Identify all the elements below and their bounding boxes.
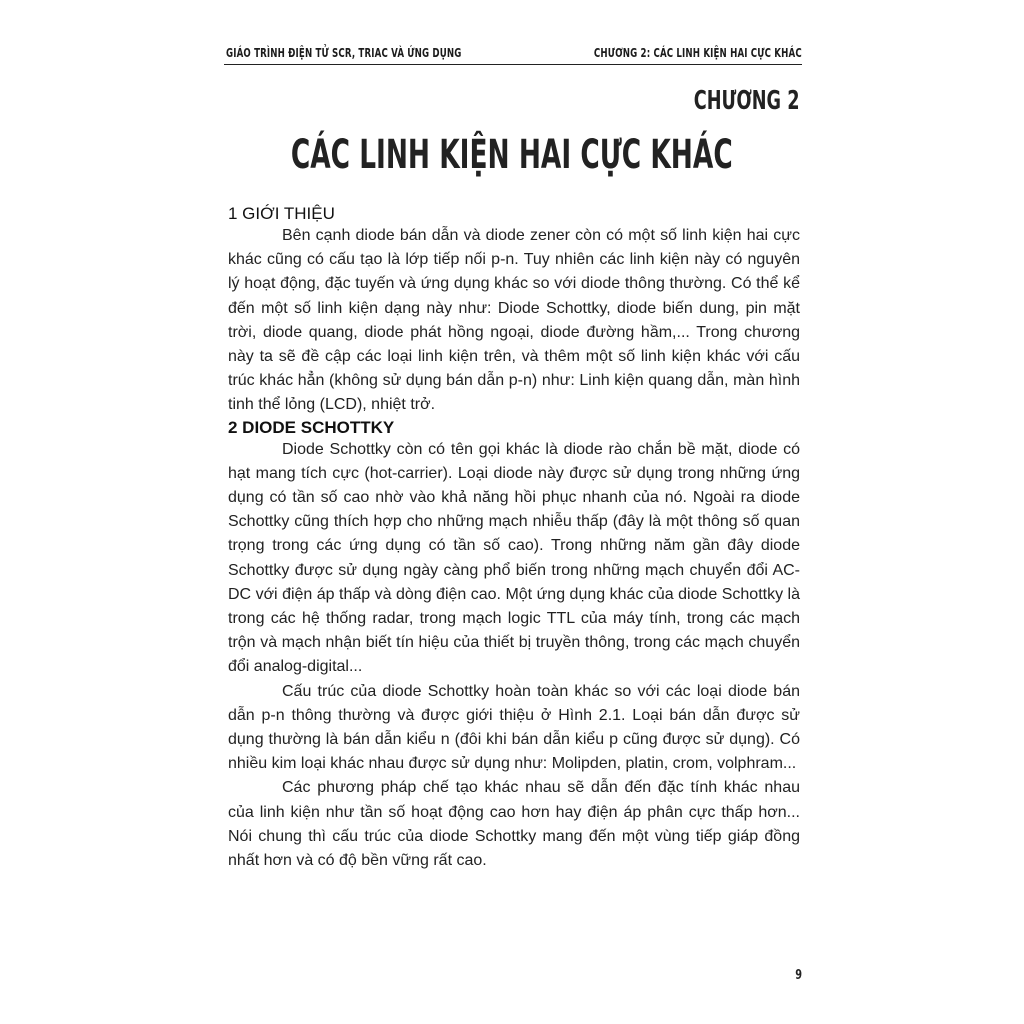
chapter-label: CHƯƠNG 2 xyxy=(694,86,800,116)
chapter-title-text: CÁC LINH KIỆN HAI CỰC KHÁC xyxy=(291,132,733,178)
paragraph-introduction: Bên cạnh diode bán dẫn và diode zener còn có một số linh kiện hai cực khác cũng có cấu tạo là lớp tiếp nối p-n. Tuy nhiên các linh kiện này có nguyên lý hoạt động, đặc tuyến và ứng dụng khác so với diode thông thường. Có thể kể đến một số linh kiện dạng này như: Diode Schottky, diode biến dung, pin mặt trời, diode quang, diode phát hồng ngoại, diode đường hầm,... Trong chương này ta sẽ đề cập các loại linh kiện trên, và thêm một số linh kiện khác với cấu trúc khác hẳn (không sử dụng bán dẫn p-n) như: Linh kiện quang dẫn, màn hình tinh thể lỏng (LCD), nhiệt trở. xyxy=(228,227,800,414)
header-rule xyxy=(224,64,802,65)
paragraph-schottky-2: Cấu trúc của diode Schottky hoàn toàn khác so với các loại diode bán dẫn p-n thông thường và được giới thiệu ở Hình 2.1. Loại bán dẫn được sử dụng thường là bán dẫn kiểu n (đôi khi bán dẫn kiểu p cũng được sử dụng). Có nhiều kim loại khác nhau được sử dụng như: Molipden, platin, crom, volphram... xyxy=(228,682,800,773)
chapter-title xyxy=(0,132,1024,178)
section-heading-schottky: 2 DIODE SCHOTTKY xyxy=(228,417,395,437)
running-header-left: GIÁO TRÌNH ĐIỆN TỬ SCR, TRIAC VÀ ỨNG DỤNG xyxy=(226,46,462,60)
running-header-right: CHƯƠNG 2: CÁC LINH KIỆN HAI CỰC KHÁC xyxy=(594,46,802,60)
page-body xyxy=(228,204,800,873)
paragraph-schottky-1: Diode Schottky còn có tên gọi khác là diode rào chắn bề mặt, diode có hạt mang tích cực (hot-carrier). Loại diode này được sử dụng trong những ứng dụng có tần số cao nhờ vào khả năng hồi phục nhanh của nó. Ngoài ra diode Schottky cũng thích hợp cho những mạch nhiễu thấp (đây là một thông số quan trọng trong các ứng dụng có tần số cao). Trong những năm gần đây diode Schottky được sử dụng ngày càng phổ biến trong những mạch chuyển đổi AC-DC với điện áp thấp và dòng điện cao. Một ứng dụng khác của diode Schottky là trong các hệ thống radar, trong mạch logic TTL của máy tính, trong các mạch trộn và mạch nhận biết tín hiệu của thiết bị truyền thông, trong các mạch chuyển đổi analog-digital... xyxy=(228,440,800,676)
page-number: 9 xyxy=(795,968,802,983)
paragraph-schottky-3: Các phương pháp chế tạo khác nhau sẽ dẫn đến đặc tính khác nhau của linh kiện như tần số hoạt động cao hơn hay điện áp phân cực thấp hơn... Nói chung thì cấu trúc của diode Schottky mang đến một vùng tiếp giáp đồng nhất hơn và có độ bền vững rất cao. xyxy=(228,779,800,870)
section-heading-introduction: 1 GIỚI THIỆU xyxy=(228,204,335,223)
